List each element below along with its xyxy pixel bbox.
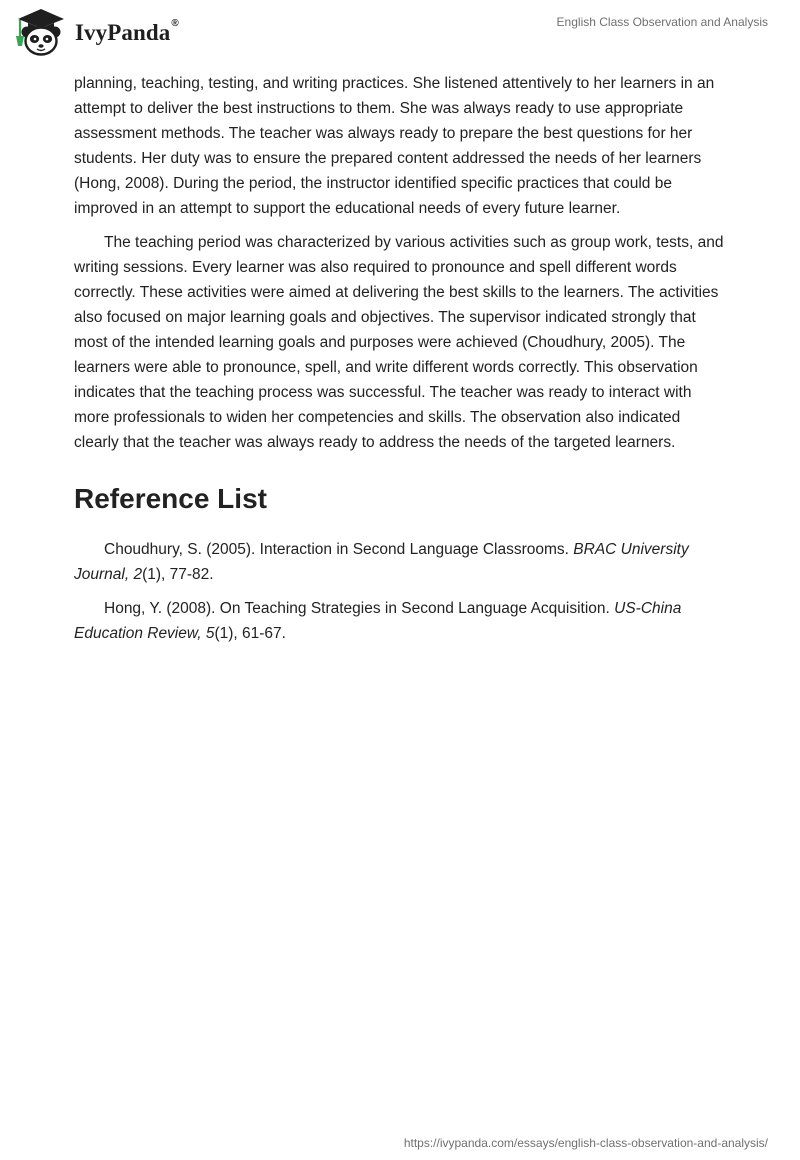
panda-graduation-cap-logo-icon xyxy=(14,6,68,58)
body-paragraph: planning, teaching, testing, and writing practices. She listened attentively to her learners in an attempt to deliver the best instructions to them. She was always ready to use appropriate assessment methods. The teacher was always ready to prepare the best questions for her students. Her duty was to ensure the prepared content addressed the needs of her learners (Hong, 2008). During the period, the instructor identified specific practices that could be improved in an attempt to support the educational needs of every future learner. xyxy=(74,75,715,217)
reference-volume: 5 xyxy=(205,625,215,642)
page-header xyxy=(0,0,800,70)
brand-logo[interactable] xyxy=(14,6,179,58)
reference-item: Hong, Y. (2008). On Teaching Strategies in Second Language Acquisition. US-China Education Review, 5(1), 61-67. xyxy=(74,600,682,642)
reference-list xyxy=(74,537,728,646)
body-paragraph: The teaching period was characterized by various activities such as group work, tests, and writing sessions. Every learner was also required to pronounce and spell different words correctly. These activities were aimed at delivering the best skills to the learners. The activities also focused on major learning goals and objectives. The supervisor indicated strongly that most of the intended learning goals and purposes were achieved (Choudhury, 2005). The learners were able to pronounce, spell, and write different words correctly. This observation indicates that the teaching process was successful. The teacher was ready to interact with more professionals to widen her competencies and skills. The observation also indicated clearly that the teacher was always ready to address the needs of the targeted learners. xyxy=(74,234,724,451)
registered-mark: ® xyxy=(171,18,179,29)
source-url[interactable]: https://ivypanda.com/essays/english-class-observation-and-analysis/ xyxy=(403,1136,768,1150)
essay-content xyxy=(74,71,728,646)
reference-journal: US-China Education Review, xyxy=(74,600,682,642)
document-title: English Class Observation and Analysis xyxy=(556,15,768,29)
reference-volume: 2 xyxy=(133,566,143,583)
brand-name: IvyPanda® xyxy=(75,18,179,45)
reference-journal: BRAC University Journal, xyxy=(74,541,689,583)
reference-item: Choudhury, S. (2005). Interaction in Second Language Classrooms. BRAC University Journal, 2(1), 77-82. xyxy=(74,541,689,583)
reference-list-heading: Reference List xyxy=(74,483,267,514)
